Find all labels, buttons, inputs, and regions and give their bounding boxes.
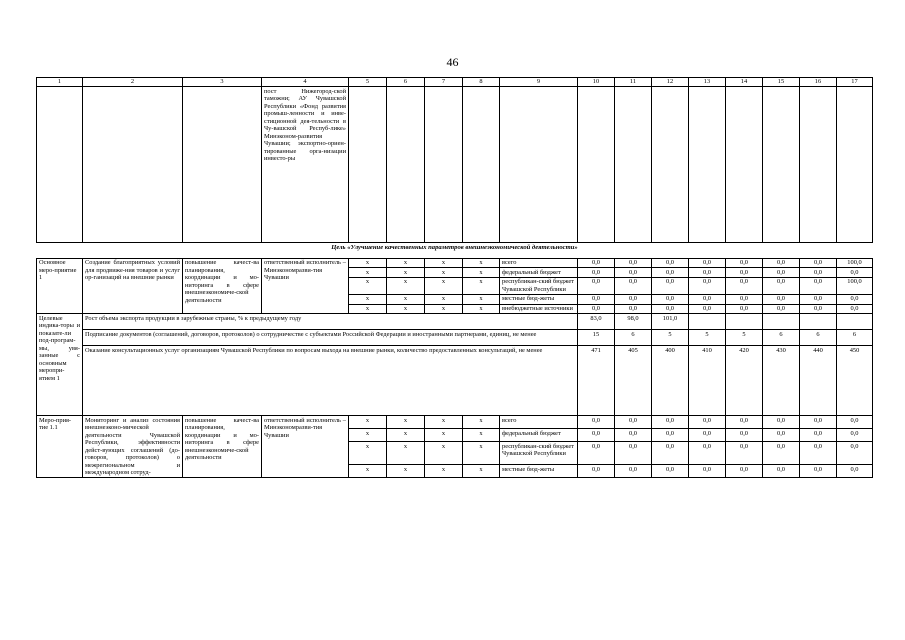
activity-executor: ответственный исполнитель – Минэкономразви-тия Чувашии	[262, 258, 349, 313]
funding-source: внебюджетные источники	[500, 304, 578, 314]
budget-row: x x x x республикан-ский бюджет Чувашской Республики 0,0 0,0 0,0 0,0 0,0 0,0 0,0 100,0	[37, 277, 873, 294]
indicator-text: Рост объема экспорта продукции в зарубежные страны, % к предыдущему году	[83, 314, 578, 330]
page-number: 46	[446, 55, 459, 69]
column-number-row	[37, 78, 873, 87]
budget-row: x x x x местные бюд-жеты 0,0 0,0 0,0 0,0 0,0 0,0 0,0 0,0	[37, 294, 873, 304]
column-header: 1	[37, 78, 83, 87]
funding-source: всего	[500, 416, 578, 429]
funding-source: федеральный бюджет	[500, 268, 578, 278]
funding-source: федеральный бюджет	[500, 429, 578, 442]
column-header: 14	[726, 78, 763, 87]
budget-row: x x x x федеральный бюджет 0,0 0,0 0,0 0,0 0,0 0,0 0,0 0,0	[37, 429, 873, 442]
budget-row: x x x x местные бюд-жеты 0,0 0,0 0,0 0,0 0,0 0,0 0,0 0,0	[37, 465, 873, 478]
activity-name: Создание благоприятных условий для продвиже-ния товаров и услуг ор-ганизаций на внешние рынки	[83, 258, 183, 313]
column-header: 8	[463, 78, 500, 87]
column-header: 4	[262, 78, 349, 87]
budget-row: x x x x республикан-ский бюджет Чувашской Республики 0,0 0,0 0,0 0,0 0,0 0,0 0,0 0,0	[37, 442, 873, 465]
column-header: 13	[689, 78, 726, 87]
budget-row: Меро-прия-тие 1.1 Мониторинг и анализ состояния внешнеэконо-мической деятельности Чувашской Республики, эффективности дейст-вующих соглашений (до-говоров, протоколов) о межрегиональном и международном сотруд- повышение качест-ва планирования, координации и мо-ниторинга в сфере внешнеэкономиче-ской деятельности ответственный исполнитель – Минэкономразви-тия Чувашии x x x x всего 0,0 0,0 0,0 0,0 0,0 0,0 0,0 0,0	[37, 416, 873, 429]
column-header: 6	[387, 78, 425, 87]
activity-name: Мониторинг и анализ состояния внешнеэконо-мической деятельности Чувашской Республики, эффективности дейст-вующих соглашений (до-говоров, протоколов) о межрегиональном и международном сотруд-	[83, 416, 183, 478]
goal-title: Цель «Улучшение качественных параметров внешнеэкономической деятельности»	[331, 243, 578, 251]
column-header: 11	[615, 78, 652, 87]
funding-source: местные бюд-жеты	[500, 294, 578, 304]
program-table	[36, 77, 873, 478]
budget-row: x x x x федеральный бюджет 0,0 0,0 0,0 0,0 0,0 0,0 0,0 0,0	[37, 268, 873, 278]
activity-type: Меро-прия-тие 1.1	[37, 416, 83, 478]
column-header: 17	[837, 78, 873, 87]
indicator-row: Подписание документов (соглашений, договоров, протоколов) о сотрудничестве с субъектами Российской Федерации и иностранными партнерами, единиц, не менее 15 6 5 5 5 6 6 6	[37, 330, 873, 346]
budget-row: x x x x внебюджетные источники 0,0 0,0 0,0 0,0 0,0 0,0 0,0 0,0	[37, 304, 873, 314]
activity-result: повышение качест-ва планирования, координации и мо-ниторинга в сфере внешнеэкономиче-ской деятельности	[183, 416, 262, 478]
indicator-row: Оказание консультационных услуг организациям Чувашской Республики по вопросам выхода на внешние рынки, количество предоставленных консультаций, не менее 471 405 400 410 420 430 440 450	[37, 346, 873, 416]
funding-source: республикан-ский бюджет Чувашской Республики	[500, 277, 578, 294]
budget-row: Основное меро-приятие 1 Создание благоприятных условий для продвиже-ния товаров и услуг ор-ганизаций на внешние рынки повышение качест-ва планирования, координации и мо-ниторинга в сфере внешнеэкономиче-ской деятельности ответственный исполнитель – Минэкономразви-тия Чувашии x x x x всего 0,0 0,0 0,0 0,0 0,0 0,0 0,0 100,0	[37, 258, 873, 268]
indicator-row: Целевые индика-торы и показате-ли под-програм-мы, увя-занные с основным меропри-ятием 1 Рост объема экспорта продукции в зарубежные страны, % к предыдущему году 83,0 98,0 101,0	[37, 314, 873, 330]
funding-source: республикан-ский бюджет Чувашской Республики	[500, 442, 578, 465]
column-header: 12	[652, 78, 689, 87]
executors-cell: пост Нижегород-ской таможни; АУ Чувашской Республики «Фонд развития промыш-ленности и инве-стиционной дея-тельности в Чу-вашской Респуб-лике» Минэконом-развития Чувашии; экспортно-ориен-тированные орга-низации инвесто-ры	[262, 87, 349, 243]
continuation-row	[37, 87, 873, 243]
indicator-text: Подписание документов (соглашений, договоров, протоколов) о сотрудничестве с субъектами Российской Федерации и иностранными партнерами, единиц, не менее	[83, 330, 578, 346]
column-header: 9	[500, 78, 578, 87]
column-header: 2	[83, 78, 183, 87]
funding-source: местные бюд-жеты	[500, 465, 578, 478]
activity-executor: ответственный исполнитель – Минэкономразви-тия Чувашии	[262, 416, 349, 478]
indicators-label: Целевые индика-торы и показате-ли под-програм-мы, увя-занные с основным меропри-ятием 1	[37, 314, 83, 416]
column-header: 15	[763, 78, 800, 87]
column-header: 16	[800, 78, 837, 87]
column-header: 3	[183, 78, 262, 87]
column-header: 5	[349, 78, 387, 87]
funding-source: всего	[500, 258, 578, 268]
activity-type: Основное меро-приятие 1	[37, 258, 83, 313]
column-header: 10	[578, 78, 615, 87]
column-header: 7	[425, 78, 463, 87]
goal-row	[37, 243, 873, 252]
activity-result: повышение качест-ва планирования, координации и мо-ниторинга в сфере внешнеэкономиче-ской деятельности	[183, 258, 262, 313]
indicator-text: Оказание консультационных услуг организациям Чувашской Республики по вопросам выхода на внешние рынки, количество предоставленных консультаций, не менее	[83, 346, 578, 416]
